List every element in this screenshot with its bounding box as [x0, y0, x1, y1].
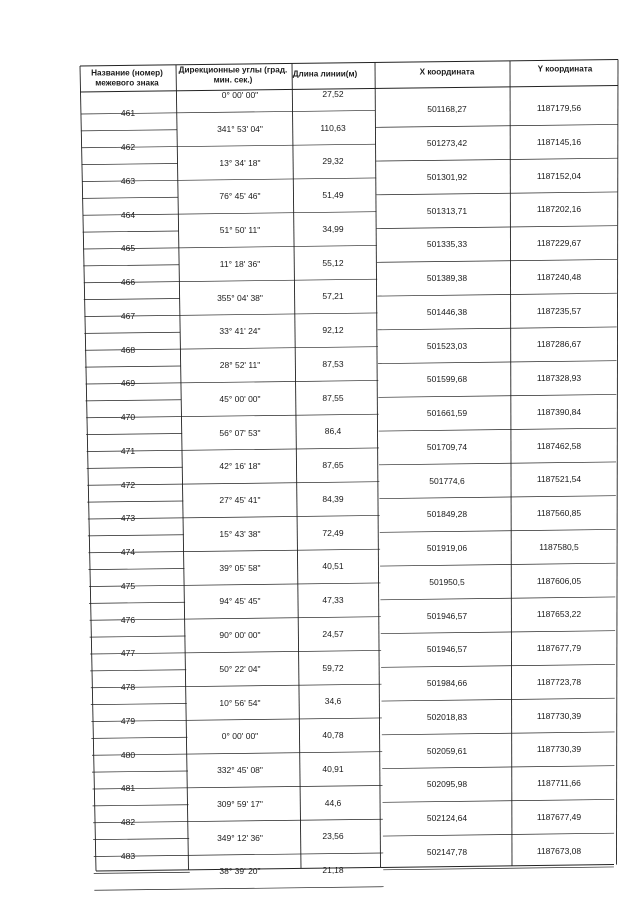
x-coordinate: 501984,66: [426, 678, 468, 689]
row-separator-right: [377, 226, 618, 229]
x-coordinate: 501849,28: [426, 509, 468, 520]
x-coordinate: 501709,74: [426, 441, 468, 452]
point-name: 476: [120, 614, 136, 625]
x-coordinate: 502018,83: [426, 711, 468, 722]
point-name: 472: [120, 479, 136, 490]
row-separator-left: [93, 819, 383, 823]
row-separator-name: [93, 805, 189, 806]
y-coordinate: 1187580,5: [539, 541, 579, 552]
point-name: 461: [120, 108, 136, 119]
line-length: 57,21: [322, 291, 344, 302]
direction-angle: 94° 45' 45": [219, 596, 261, 607]
point-name: 483: [120, 850, 136, 861]
line-length: 72,49: [322, 527, 344, 538]
direction-angle: 39° 05' 58": [219, 562, 261, 573]
y-coordinate: 1187560,85: [536, 508, 582, 519]
y-coordinate: 1187730,39: [536, 744, 582, 755]
point-name: 464: [120, 209, 136, 220]
point-name: 467: [120, 310, 136, 321]
y-coordinate: 1187145,16: [536, 136, 582, 147]
header-y: Y координата: [537, 64, 593, 74]
line-length: 29,32: [322, 156, 344, 167]
row-separator-right: [376, 192, 617, 195]
direction-angle: 15° 43' 38": [219, 528, 261, 539]
point-name: 466: [120, 277, 136, 288]
y-coordinate: 1187240,48: [536, 271, 582, 282]
line-length: 59,72: [322, 662, 344, 673]
x-coordinate: 502059,61: [426, 745, 468, 756]
y-coordinate: 1187229,67: [536, 238, 582, 249]
x-coordinate: 501946,57: [426, 610, 468, 621]
row-separator-right: [381, 664, 615, 667]
row-separator-name: [87, 501, 183, 502]
line-length: 24,57: [322, 628, 344, 639]
row-separator-right: [382, 732, 615, 735]
direction-angle: 27° 45' 41": [219, 495, 261, 506]
y-coordinate: 1187730,39: [536, 710, 582, 721]
row-separator-right: [379, 428, 616, 431]
header-length: Длина линии(м): [292, 69, 358, 79]
point-name: 480: [120, 749, 136, 760]
row-separator-name: [87, 467, 183, 468]
header-name: Название (номер) межевого знака: [91, 68, 163, 87]
y-coordinate: 1187179,56: [536, 103, 582, 114]
row-separator-name: [84, 332, 180, 333]
x-coordinate: 501446,38: [426, 306, 468, 317]
direction-angle: 28° 52' 11": [219, 360, 261, 371]
row-separator-right: [382, 766, 614, 769]
point-name: 470: [120, 412, 136, 423]
y-coordinate: 1187653,22: [536, 609, 582, 620]
line-length: 87,53: [322, 358, 344, 369]
direction-angle: 45° 00' 00": [219, 393, 261, 404]
header-x: X координата: [419, 67, 475, 77]
point-name: 482: [120, 817, 136, 828]
row-separator-name: [92, 771, 188, 772]
point-name: 471: [120, 445, 136, 456]
line-length: 40,78: [322, 730, 344, 741]
y-coordinate: 1187462,58: [536, 440, 582, 451]
point-name: 462: [120, 142, 136, 153]
line-length: 44,6: [324, 797, 342, 808]
row-separator-right: [376, 124, 618, 127]
row-separator-left: [94, 853, 384, 857]
direction-angle: 13° 34' 18": [219, 157, 261, 168]
point-name: 469: [120, 378, 136, 389]
row-separator-name: [85, 366, 181, 367]
line-length: 34,99: [322, 223, 344, 234]
column-line: [617, 60, 619, 865]
direction-angle: 50° 22' 04": [219, 663, 261, 674]
row-separator-right: [378, 327, 617, 330]
line-length: 34,6: [324, 696, 342, 707]
row-separator-name: [81, 130, 177, 131]
row-separator-name: [91, 737, 187, 738]
point-name: 481: [120, 783, 136, 794]
x-coordinate: 501301,92: [426, 171, 468, 182]
x-coordinate: 501335,33: [426, 239, 468, 250]
x-coordinate: 501273,42: [426, 138, 468, 149]
y-coordinate: 1187711,66: [537, 778, 581, 789]
row-separator-right: [378, 361, 617, 364]
y-coordinate: 1187390,84: [536, 406, 582, 417]
x-coordinate: 501168,27: [427, 104, 467, 115]
x-coordinate: 501599,68: [426, 374, 468, 385]
line-length: 21,18: [322, 865, 344, 876]
direction-angle: 90° 00' 00": [219, 630, 261, 641]
row-separator-name: [83, 231, 179, 232]
direction-angle: 76° 45' 46": [219, 191, 261, 202]
row-separator-right: [380, 597, 615, 600]
row-separator-right: [381, 698, 614, 701]
line-length: 23,56: [322, 831, 344, 842]
y-coordinate: 1187521,54: [536, 474, 582, 485]
line-length: 47,33: [322, 595, 344, 606]
row-separator-right: [380, 529, 616, 532]
row-separator-name: [90, 636, 186, 637]
row-separator-name: [88, 535, 184, 536]
point-name: 475: [120, 580, 136, 591]
point-name: 477: [120, 648, 136, 659]
row-separator-right: [376, 158, 618, 161]
row-separator-name: [91, 703, 187, 704]
row-separator-left: [94, 887, 383, 891]
row-separator-name: [89, 602, 185, 603]
x-coordinate: 501950,5: [429, 576, 465, 587]
point-name: 463: [120, 175, 136, 186]
line-length: 51,49: [322, 190, 344, 201]
row-separator-name: [86, 433, 182, 434]
x-coordinate: 501946,57: [426, 644, 468, 655]
row-separator-right: [380, 563, 615, 566]
direction-angle: 38° 39' 20": [219, 866, 261, 877]
line-length: 87,55: [322, 392, 344, 403]
row-separator-right: [377, 259, 617, 262]
row-separator-name: [86, 400, 182, 401]
x-coordinate: 501774,6: [429, 475, 465, 486]
line-length: 86,4: [324, 426, 342, 437]
direction-angle: 10° 56' 54": [219, 697, 261, 708]
x-coordinate: 501313,71: [426, 205, 468, 216]
line-length: 55,12: [322, 257, 344, 268]
direction-angle: 0° 00' 00": [221, 731, 259, 742]
row-separator-name: [83, 265, 179, 266]
direction-angle: 332° 45' 08": [217, 765, 263, 776]
row-separator-name: [94, 872, 190, 873]
row-separator-right: [383, 833, 614, 836]
header-angle: Дирекционные углы (град. мин. сек.): [178, 65, 288, 84]
y-coordinate: 1187677,49: [536, 811, 582, 822]
row-separator-right: [379, 496, 615, 499]
y-coordinate: 1187677,79: [536, 643, 582, 654]
direction-angle: 33° 41' 24": [219, 326, 261, 337]
direction-angle: 341° 53' 04": [217, 123, 263, 134]
point-name: 468: [120, 344, 136, 355]
point-name: 478: [120, 682, 136, 693]
y-coordinate: 1187202,16: [536, 204, 582, 215]
row-separator-name: [84, 298, 180, 299]
x-coordinate: 502095,98: [426, 779, 468, 790]
line-length: 40,91: [322, 763, 344, 774]
row-separator-name: [90, 670, 186, 671]
direction-angle: 51° 50' 11": [219, 225, 261, 236]
x-coordinate: 501389,38: [426, 273, 468, 284]
point-name: 473: [120, 513, 136, 524]
row-separator-right: [379, 462, 616, 465]
point-name: 479: [120, 715, 136, 726]
y-coordinate: 1187286,67: [536, 339, 582, 350]
row-separator-right: [383, 799, 615, 802]
y-coordinate: 1187152,04: [536, 170, 582, 181]
row-separator-left: [93, 785, 383, 789]
x-coordinate: 501523,03: [426, 340, 468, 351]
x-coordinate: 502124,64: [426, 813, 468, 824]
row-separator-left: [92, 752, 382, 756]
y-coordinate: 1187723,78: [536, 676, 582, 687]
point-name: 465: [120, 243, 136, 254]
line-length: 92,12: [322, 325, 344, 336]
direction-angle: 11° 18' 36": [219, 258, 261, 269]
direction-angle: 355° 04' 38": [217, 292, 263, 303]
direction-angle: 42° 16' 18": [219, 461, 261, 472]
row-separator-right: [377, 293, 617, 296]
line-length: 40,51: [322, 561, 344, 572]
y-coordinate: 1187606,05: [536, 575, 582, 586]
x-coordinate: 501919,06: [426, 543, 468, 554]
y-coordinate: 1187673,08: [536, 845, 582, 856]
line-length: 27,52: [322, 88, 344, 99]
column-line: [292, 63, 301, 868]
x-coordinate: 501661,59: [426, 408, 468, 419]
line-length: 87,65: [322, 460, 344, 471]
x-coordinate: 502147,78: [426, 846, 468, 857]
direction-angle: 56° 07' 53": [219, 427, 261, 438]
row-separator-name: [81, 163, 177, 164]
row-separator-right: [378, 394, 616, 397]
row-separator-right: [381, 631, 615, 634]
direction-angle: 349° 12' 36": [217, 832, 263, 843]
row-separator-name: [82, 197, 178, 198]
line-length: 84,39: [322, 493, 344, 504]
y-coordinate: 1187235,57: [536, 305, 582, 316]
row-separator-name: [88, 568, 184, 569]
point-name: 474: [120, 547, 136, 558]
line-length: 110,63: [320, 122, 346, 133]
row-separator-name: [93, 838, 189, 839]
direction-angle: 309° 59' 17": [217, 798, 263, 809]
y-coordinate: 1187328,93: [536, 373, 582, 384]
direction-angle: 0° 00' 00": [221, 90, 259, 101]
